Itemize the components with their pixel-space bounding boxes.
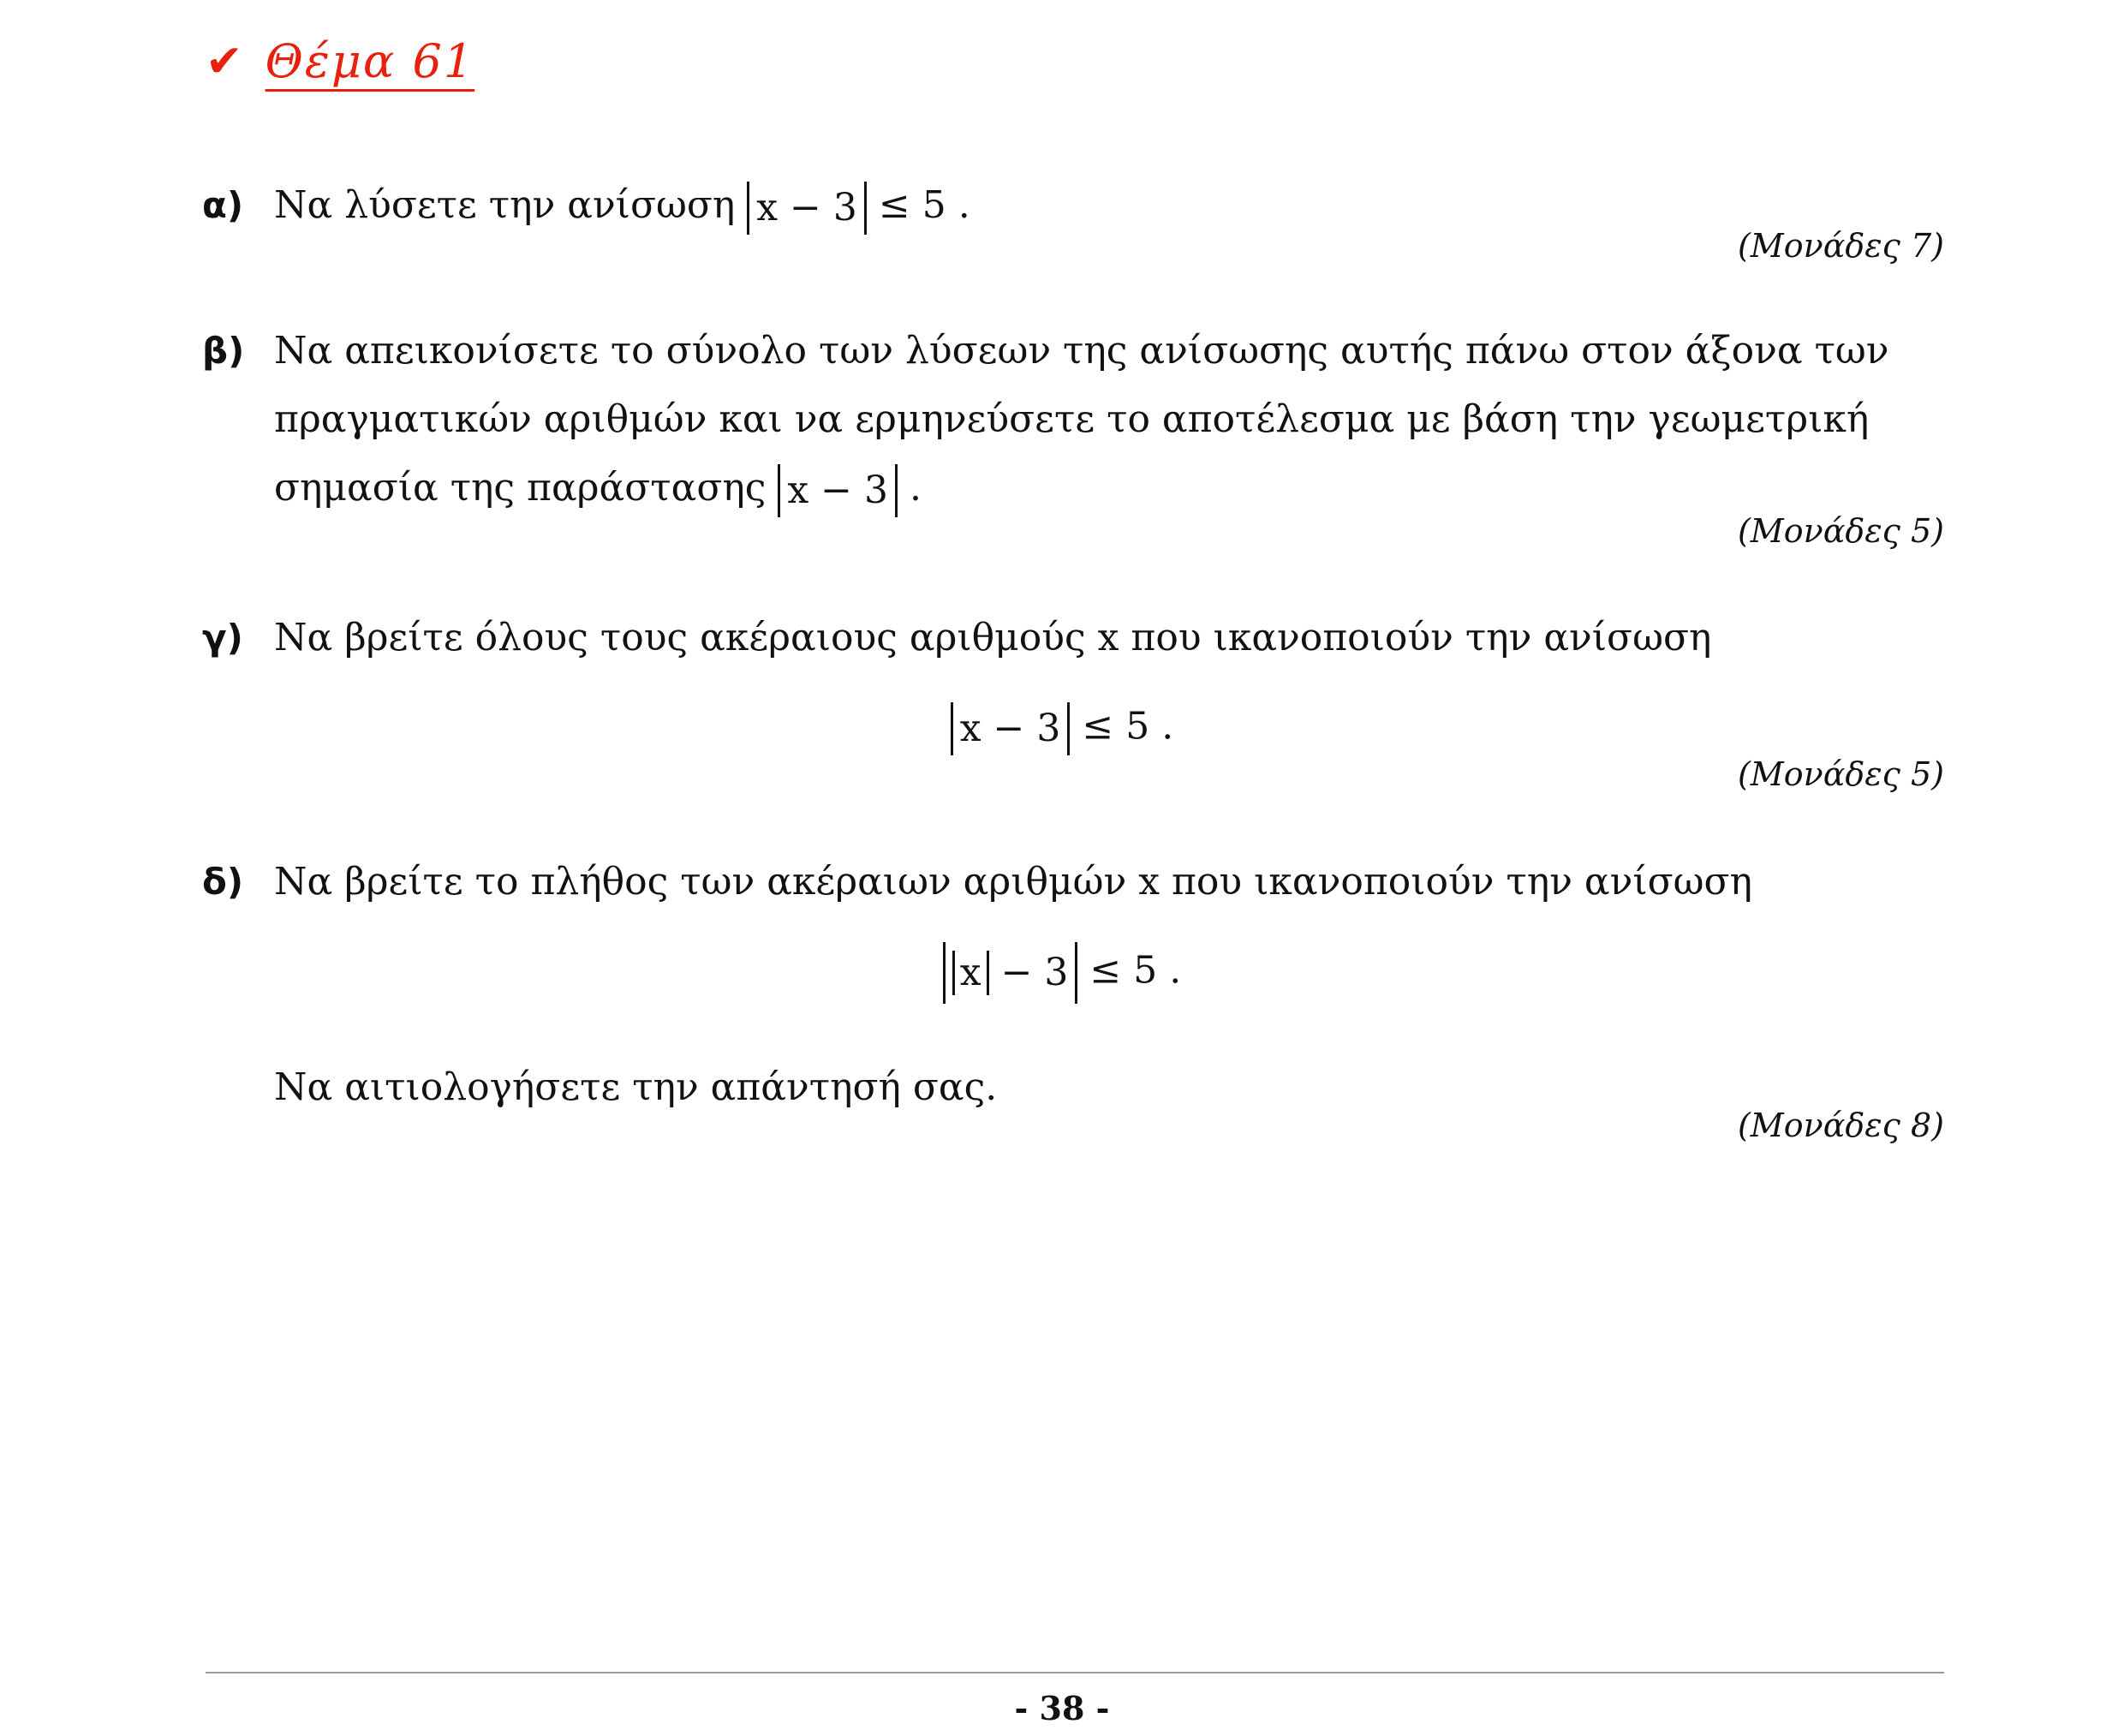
question-d-text: Να βρείτε το πλήθος των ακέραιων αριθμών x που ικανοποιούν την ανίσωση: [274, 860, 1752, 904]
question-d-justify: [202, 1053, 1941, 1122]
abs-content: x − 3: [787, 468, 889, 512]
question-d-rhs: ≤ 5 .: [1089, 948, 1182, 993]
question-a-text: Να λύσετε την ανίσωση: [274, 183, 736, 227]
question-d-formula: [0, 942, 2124, 1004]
topic-title: Θέμα 61: [265, 34, 475, 88]
question-d-justify-text: Να αιτιολογήσετε την απάντησή σας.: [274, 1065, 998, 1109]
question-d-outer-abs: [943, 942, 1078, 1004]
page-number: - 38 -: [1014, 1689, 1110, 1727]
question-c-formula: [0, 702, 2124, 755]
topic-heading: [206, 34, 474, 88]
question-a: [202, 171, 1941, 240]
question-d: [202, 848, 1941, 916]
question-d-outer-rest: − 3: [1000, 951, 1069, 994]
question-b-end: .: [910, 466, 922, 510]
question-b-points: (Μονάδες 5): [1737, 512, 1944, 550]
question-a-label: α): [202, 184, 244, 226]
question-b-label: β): [202, 330, 245, 372]
checkmark-icon: ✔: [206, 35, 243, 87]
question-b-line2: πραγματικών αριθμών και να ερμηνεύσετε το αποτέλεσμα με βάση την γεωμετρική: [274, 397, 1870, 441]
question-b-line3: [202, 454, 1941, 522]
question-d-inner-abs: x: [952, 951, 989, 995]
question-a-rhs: ≤ 5 .: [878, 183, 970, 227]
abs-content: x − 3: [756, 185, 857, 230]
question-c-text: Να βρείτε όλους τους ακέραιους αριθμούς x που ικανοποιούν την ανίσωση: [274, 616, 1712, 659]
question-d-label: δ): [202, 861, 244, 903]
abs-content: x − 3: [959, 707, 1061, 750]
question-b-line1: Να απεικονίσετε το σύνολο των λύσεων της ανίσωσης αυτής πάνω στον άξονα των: [274, 329, 1889, 373]
question-c-label: γ): [202, 617, 243, 659]
question-d-points: (Μονάδες 8): [1737, 1107, 1944, 1144]
question-b: [202, 317, 1941, 522]
question-a-abs-expression: [747, 182, 867, 235]
question-b-line3-text: σημασία της παράστασης: [274, 466, 767, 510]
question-c-abs-expression: [951, 702, 1071, 755]
question-c-rhs: ≤ 5 .: [1082, 704, 1174, 749]
question-a-points: (Μονάδες 7): [1737, 227, 1944, 265]
footer-divider: [206, 1672, 1944, 1673]
question-c-points: (Μονάδες 5): [1737, 755, 1944, 793]
question-c: [202, 604, 1941, 672]
question-b-abs-expression: [778, 464, 898, 517]
